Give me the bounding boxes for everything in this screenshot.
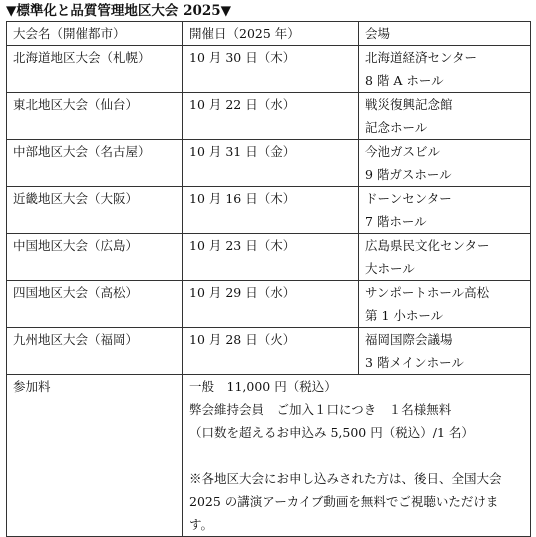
event-date-cell: 10 月 22 日（水） — [183, 93, 359, 140]
venue-name: 今池ガスビル — [365, 144, 441, 159]
table-row — [7, 281, 531, 328]
venue-name: ドーンセンター — [365, 191, 452, 206]
fee-member: 弊会維持会員 ご加入１口につき １名様無料 — [189, 402, 452, 417]
event-name-cell: 北海道地区大会（札幌） — [7, 46, 183, 93]
venue-cell — [359, 93, 531, 140]
fee-row — [7, 375, 531, 537]
event-name-cell: 中部地区大会（名古屋） — [7, 140, 183, 187]
venue-cell — [359, 281, 531, 328]
column-header-venue: 会場 — [359, 22, 531, 46]
fee-note-line: 2025 の講演アーカイブ動画を無料でご視聴いただけま — [189, 494, 499, 509]
venue-hall: 7 階ホール — [365, 214, 427, 229]
table-row — [7, 234, 531, 281]
event-date-cell: 10 月 31 日（金） — [183, 140, 359, 187]
event-date-cell: 10 月 16 日（木） — [183, 187, 359, 234]
fee-spacer — [189, 444, 530, 467]
venue-cell — [359, 234, 531, 281]
fee-detail-cell — [183, 375, 531, 537]
venue-name: サンポートホール高松 — [365, 285, 490, 300]
venue-hall: 第 1 小ホール — [365, 308, 444, 323]
event-date-cell: 10 月 30 日（木） — [183, 46, 359, 93]
column-header-event: 大会名（開催都市） — [7, 22, 183, 46]
event-name-cell: 東北地区大会（仙台） — [7, 93, 183, 140]
table-row — [7, 93, 531, 140]
fee-general: 一般 11,000 円（税込） — [189, 379, 337, 394]
table-row — [7, 46, 531, 93]
table-row — [7, 328, 531, 375]
venue-cell — [359, 187, 531, 234]
venue-hall: 8 階 A ホール — [365, 73, 444, 88]
table-header-row — [7, 22, 531, 46]
page-title: ▼標準化と品質管理地区大会 2025▼ — [6, 3, 232, 19]
venue-name: 福岡国際会議場 — [365, 332, 453, 347]
event-name-cell: 九州地区大会（福岡） — [7, 328, 183, 375]
event-name-cell: 近畿地区大会（大阪） — [7, 187, 183, 234]
event-name-cell: 中国地区大会（広島） — [7, 234, 183, 281]
fee-label-cell: 参加料 — [7, 375, 183, 537]
venue-hall: 9 階ガスホール — [365, 167, 452, 182]
venue-name: 広島県民文化センター — [365, 238, 490, 253]
venue-cell — [359, 46, 531, 93]
event-name-cell: 四国地区大会（高松） — [7, 281, 183, 328]
event-date-cell: 10 月 29 日（水） — [183, 281, 359, 328]
table-row — [7, 140, 531, 187]
fee-note-line: ※各地区大会にお申し込みされた方は、後日、全国大会 — [189, 471, 502, 486]
venue-name: 戦災復興記念館 — [365, 97, 453, 112]
venue-hall: 3 階メインホール — [365, 355, 464, 370]
event-date-cell: 10 月 23 日（木） — [183, 234, 359, 281]
event-date-cell: 10 月 28 日（火） — [183, 328, 359, 375]
venue-name: 北海道経済センター — [365, 50, 478, 65]
fee-note-line: す。 — [189, 517, 214, 532]
venue-cell — [359, 328, 531, 375]
venue-cell — [359, 140, 531, 187]
event-table — [6, 21, 531, 537]
column-header-date: 開催日（2025 年） — [183, 22, 359, 46]
venue-hall: 記念ホール — [365, 120, 428, 135]
table-row — [7, 187, 531, 234]
fee-extra: （口数を超えるお申込み 5,500 円（税込）/1 名） — [189, 425, 474, 440]
venue-hall: 大ホール — [365, 261, 415, 276]
